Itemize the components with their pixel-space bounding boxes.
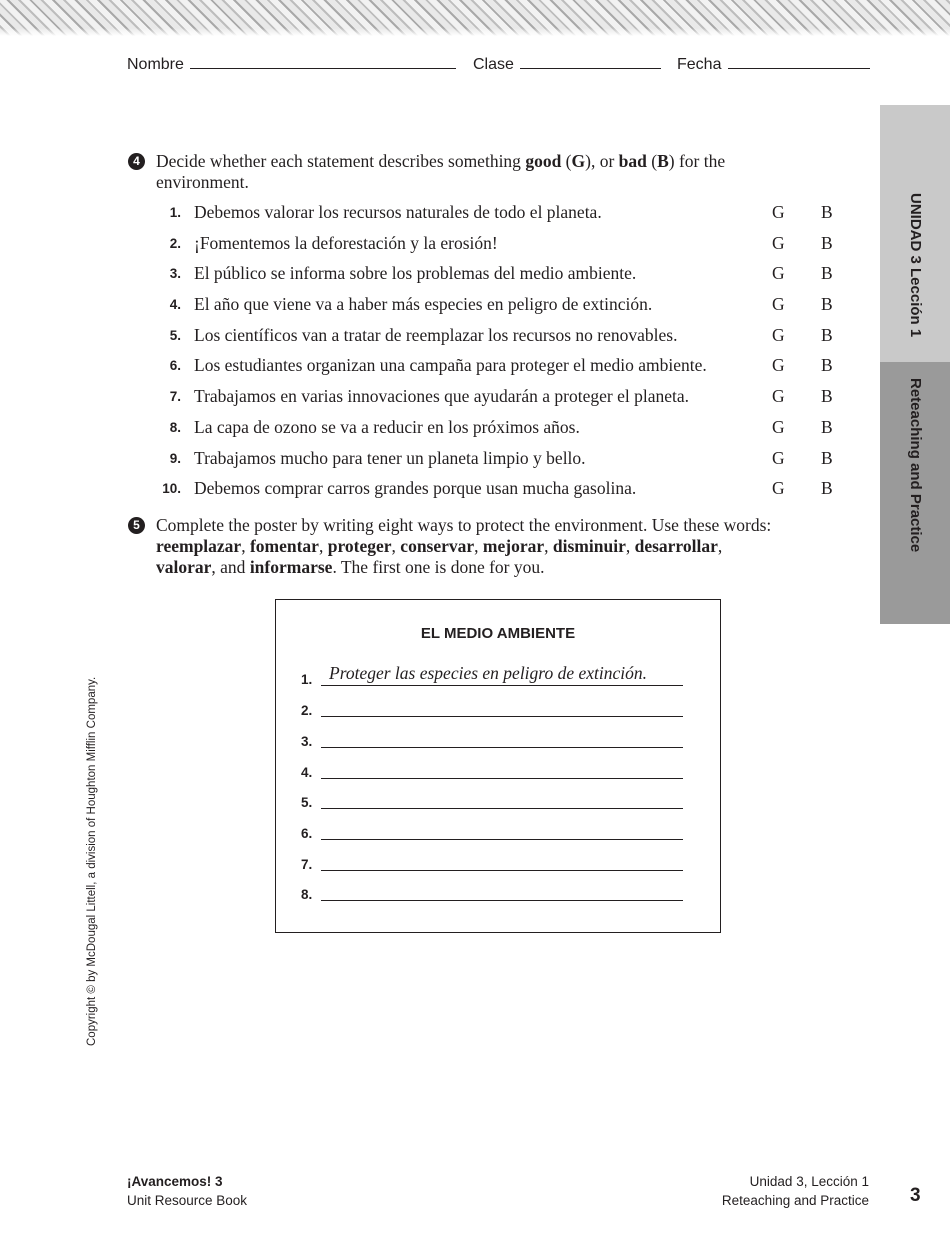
poster-line-answer[interactable] [321,877,683,901]
poster-line [301,843,691,873]
footer-book-subtitle: Unit Resource Book [127,1193,248,1208]
footer-section-label: Reteaching and Practice [721,1193,869,1208]
statement-row [150,448,850,470]
poster-line-number: 3. [301,734,313,749]
footer-unit [722,1172,869,1210]
poster-line-answer[interactable] [321,785,683,809]
side-tab-section-label: Reteaching and Practice [907,378,924,553]
statement-row [150,202,850,224]
statement-row [150,325,850,347]
option-b[interactable]: B [821,294,833,314]
statement-number: 4. [169,297,181,312]
clase-line[interactable] [520,54,661,69]
poster-line-number: 2. [301,703,313,718]
statement-text: Debemos valorar los recursos naturales de todo el planeta. [194,202,602,222]
statement-row [150,233,850,255]
option-b[interactable]: B [821,263,833,283]
statement-row [150,294,850,316]
nombre-field [127,54,456,74]
poster-line-answer[interactable]: Proteger las especies en peligro de extinción. [321,662,683,686]
statement-text: La capa de ozono se va a reducir en los próximos años. [194,417,580,437]
poster-line [301,658,691,688]
statement-text: Debemos comprar carros grandes porque usan mucha gasolina. [194,478,637,498]
statement-number: 9. [169,451,181,466]
copyright-notice: Copyright © by McDougal Littell, a division of Houghton Mifflin Company. [86,676,98,1046]
option-b[interactable]: B [821,478,833,498]
statement-number: 1. [169,205,181,220]
poster-line [301,812,691,842]
poster-line-answer[interactable] [321,724,683,748]
poster-line-number: 4. [301,765,313,780]
statement-text: Trabajamos en varias innovaciones que ayudarán a proteger el planeta. [194,386,689,406]
decorative-banner [0,0,950,36]
statement-text: Trabajamos mucho para tener un planeta limpio y bello. [194,448,586,468]
nombre-label: Nombre [127,56,184,73]
option-b[interactable]: B [821,202,833,222]
option-g[interactable]: G [772,263,785,283]
option-g[interactable]: G [772,478,785,498]
statement-row [150,386,850,408]
option-b[interactable]: B [821,448,833,468]
poster-line-number: 7. [301,857,313,872]
fecha-line[interactable] [728,54,870,69]
fecha-field [677,54,870,74]
statement-text: Los estudiantes organizan una campaña para proteger el medio ambiente. [194,355,707,375]
statement-number: 5. [169,328,181,343]
option-g[interactable]: G [772,325,785,345]
option-b[interactable]: B [821,417,833,437]
poster-line [301,720,691,750]
option-b[interactable]: B [821,386,833,406]
statement-text: ¡Fomentemos la deforestación y la erosión! [194,233,498,253]
option-b[interactable]: B [821,233,833,253]
side-tab-unit-label: UNIDAD 3 Lección 1 [907,193,924,338]
footer-book [127,1172,247,1210]
poster-line-answer[interactable] [321,816,683,840]
option-g[interactable]: G [772,448,785,468]
poster-line-number: 6. [301,826,313,841]
option-g[interactable]: G [772,294,785,314]
option-b[interactable]: B [821,355,833,375]
poster-line-answer[interactable] [321,755,683,779]
poster-line-answer[interactable] [321,847,683,871]
footer-unit-label: Unidad 3, Lección 1 [749,1174,869,1189]
statement-text: El año que viene va a haber más especies en peligro de extinción. [194,294,653,314]
statement-number: 10. [162,481,181,496]
poster-title: EL MEDIO AMBIENTE [420,625,576,642]
statement-number: 8. [169,420,181,435]
statement-number: 3. [169,266,181,281]
poster-line [301,751,691,781]
statement-number: 2. [169,236,181,251]
clase-label: Clase [473,56,514,73]
nombre-line[interactable] [190,54,456,69]
poster-line [301,689,691,719]
activity-4-instructions: Decide whether each statement describes something good (G), or bad (B) for the environment. [156,151,726,192]
side-tab-unit [880,105,950,362]
poster-line-number: 1. [301,672,313,687]
statement-number: 7. [169,389,181,404]
option-g[interactable]: G [772,233,785,253]
option-g[interactable]: G [772,417,785,437]
statement-text: Los científicos van a tratar de reemplazar los recursos no renovables. [194,325,678,345]
option-g[interactable]: G [772,355,785,375]
option-g[interactable]: G [772,202,785,222]
statement-number: 6. [169,358,181,373]
poster-line-number: 5. [301,795,313,810]
statement-text: El público se informa sobre los problemas del medio ambiente. [194,263,637,283]
fecha-label: Fecha [677,56,722,73]
statement-row [150,263,850,285]
clase-field [473,54,661,74]
page-number: 3 [910,1185,921,1206]
poster-line-answer[interactable] [321,693,683,717]
poster-line [301,873,691,903]
activity-5-number: 5 [128,517,145,534]
side-tab-section [880,362,950,624]
statement-row [150,478,850,500]
poster-line [301,781,691,811]
option-g[interactable]: G [772,386,785,406]
activity-5-instructions: Complete the poster by writing eight ways to protect the environment. Use these words: reemplazar, fomentar, proteger, conservar, mejorar, disminuir, desarrollar, valorar, and informarse. The first one is done for you. [156,515,772,577]
poster-box [275,599,721,933]
poster-line-number: 8. [301,887,313,902]
statement-row [150,417,850,439]
footer-book-title: ¡Avancemos! 3 [127,1174,223,1189]
activity-4-number: 4 [128,153,145,170]
statement-row [150,355,850,377]
option-b[interactable]: B [821,325,833,345]
